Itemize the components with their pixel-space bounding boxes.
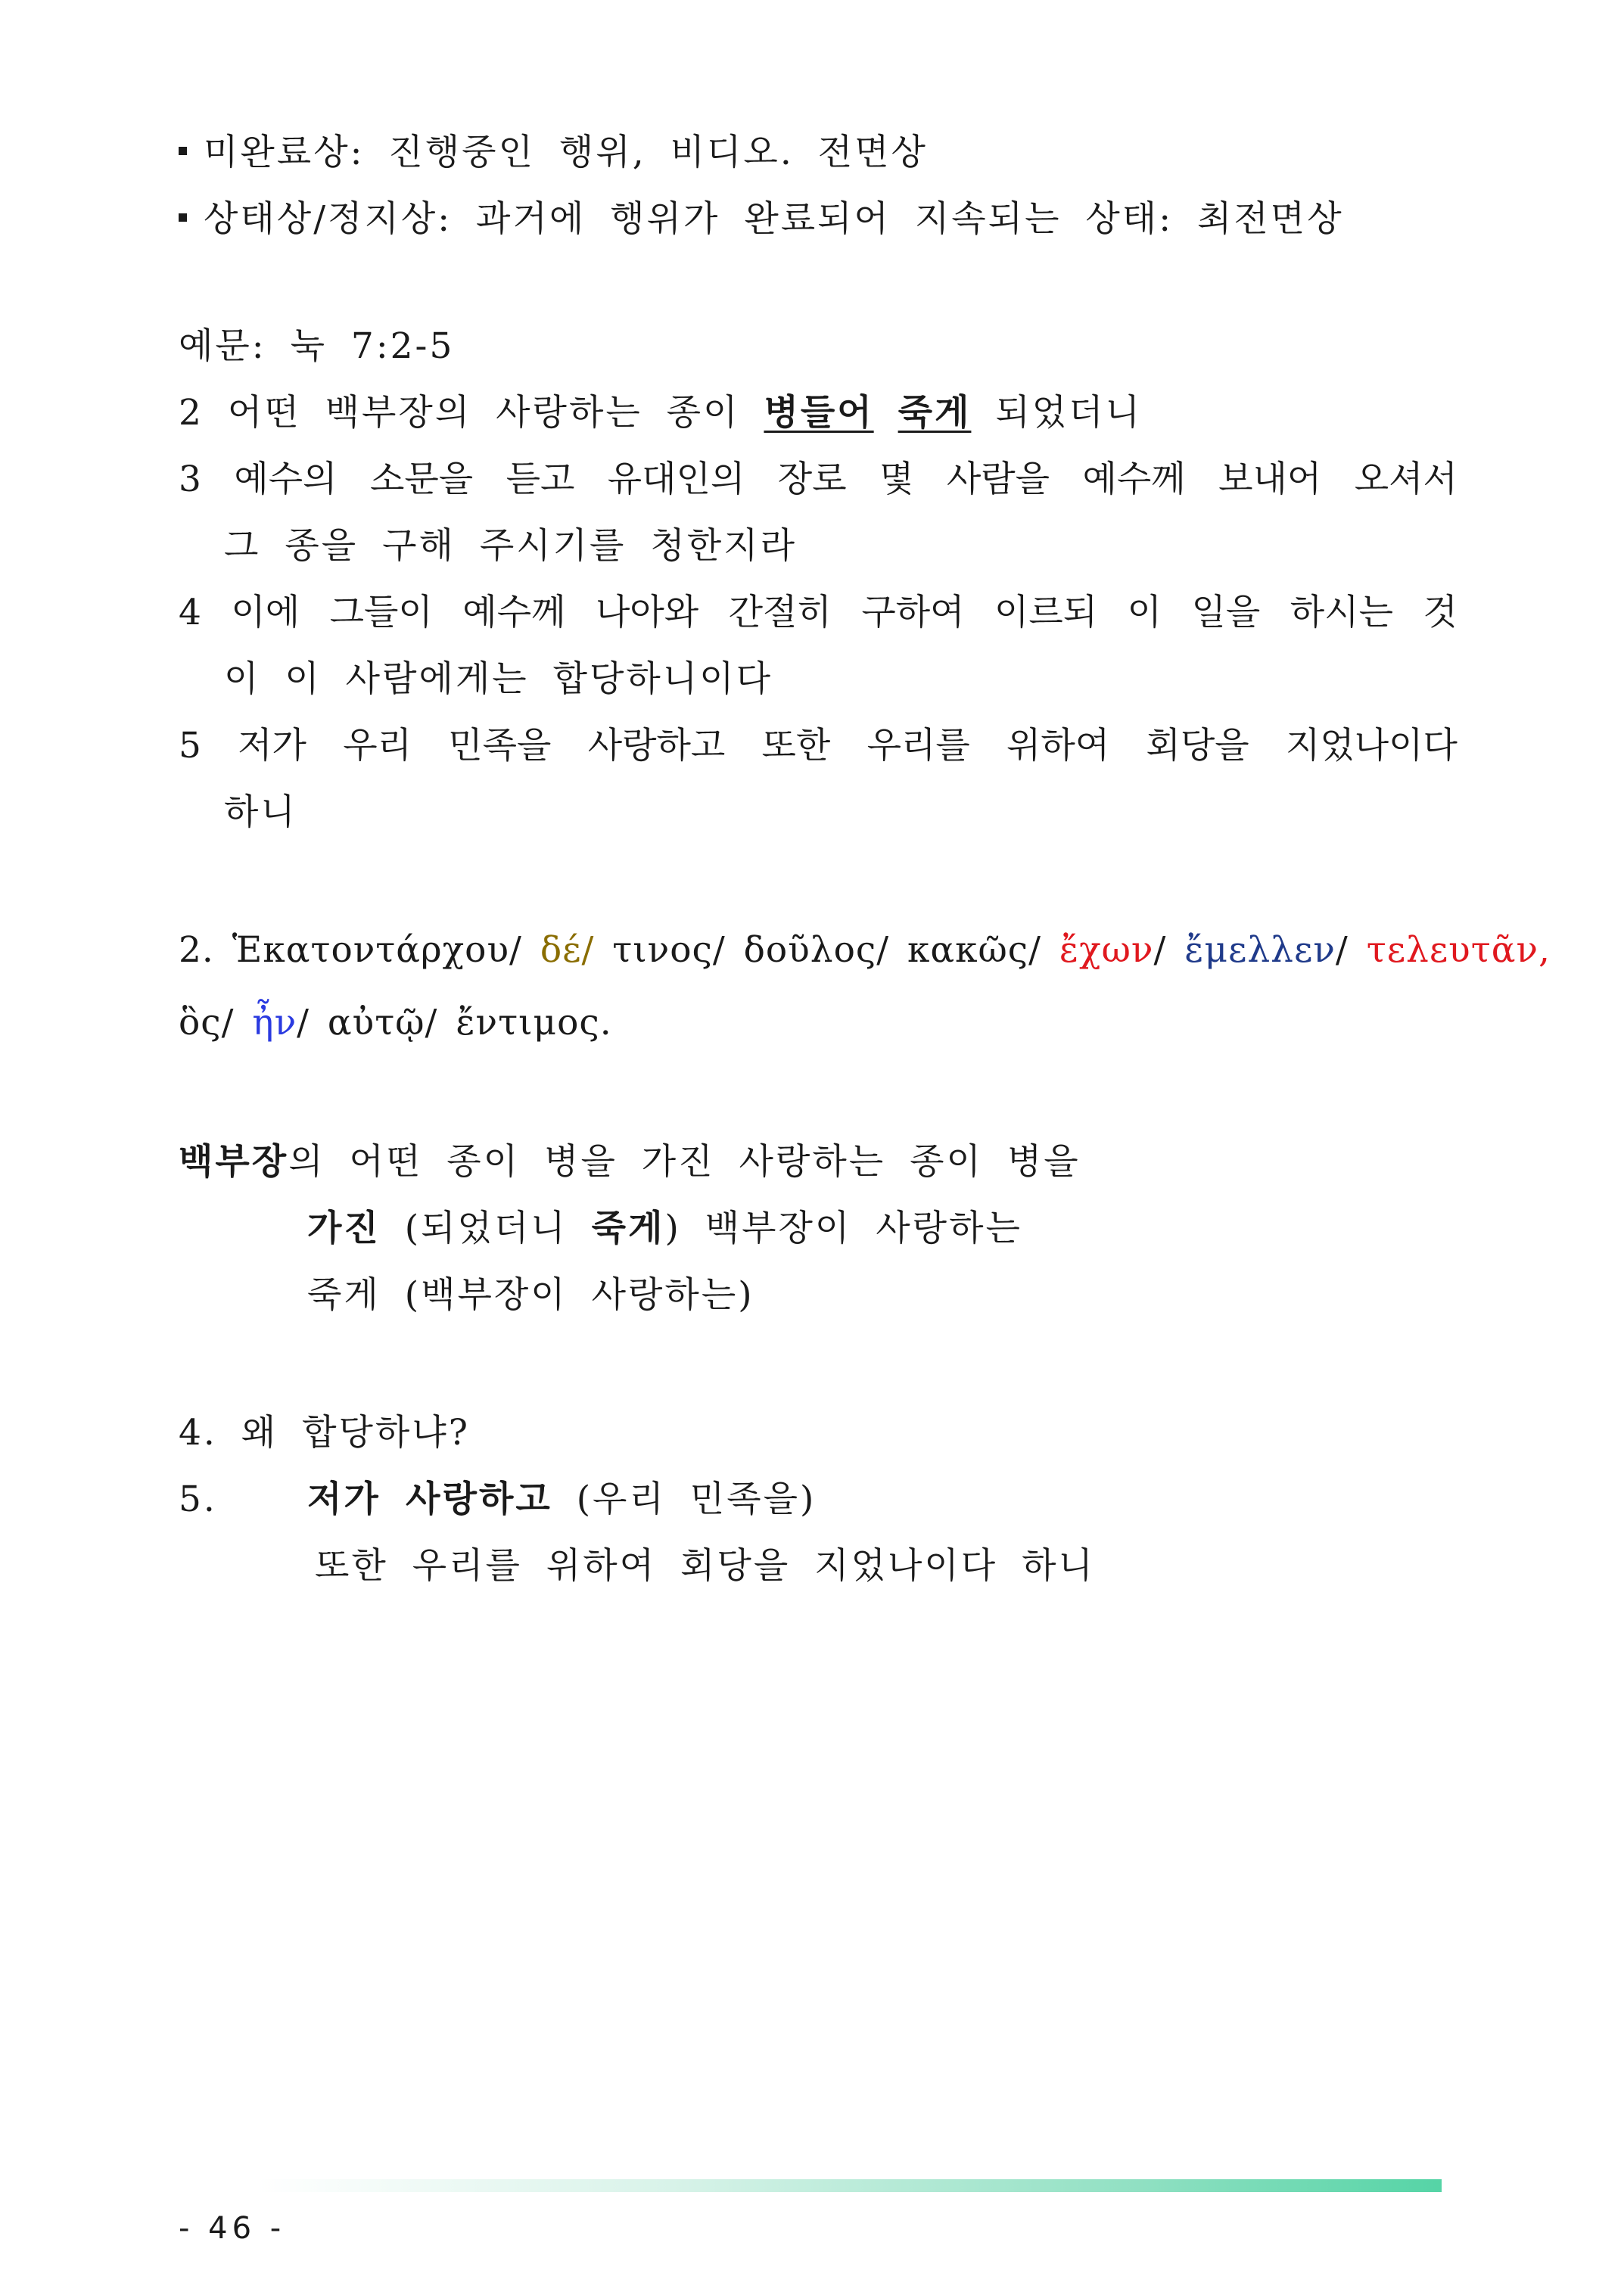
greek-de: δέ/ xyxy=(540,929,595,971)
question-5-line-1: 저가 사랑하고 (우리 민족을) xyxy=(307,1479,817,1520)
verse-2 xyxy=(179,392,1142,434)
verse-5: 5 저가 우리 민족을 사랑하고 또한 우리를 위하여 회당을 지었나이다 xyxy=(179,725,1458,767)
greek-line-1: 2. Ἑκατοντάρχου/ δέ/ τινος/ δοῦλος/ κακῶς/ ἔχων/ ἔμελλεν/ τελευτᾶν, xyxy=(179,929,1551,971)
verse-4: 4 이에 그들이 예수께 나아와 간절히 구하여 이르되 이 일을 하시는 것 xyxy=(179,592,1458,633)
greek-en: ἦν xyxy=(252,1002,297,1043)
verse-2-underlined-die: 죽게 xyxy=(898,392,972,434)
verse-2-post: 되었더니 xyxy=(971,392,1142,434)
question-4: 4. 왜 합당하냐? xyxy=(179,1412,470,1454)
example-heading: 예문: 눅 7:2-5 xyxy=(179,325,455,367)
greek-teleutan: τελευτᾶν, xyxy=(1366,929,1551,971)
analysis-line-3: 죽게 (백부장이 사랑하는) xyxy=(307,1274,754,1316)
greek-emellen: ἔμελλεν xyxy=(1184,929,1336,971)
greek-line-2: ὃς/ ἦν/ αὐτῷ/ ἔντιμος. xyxy=(179,1002,612,1043)
greek-echon: ἔχων xyxy=(1059,929,1154,971)
verse-3: 3 예수의 소문을 듣고 유대인의 장로 몇 사람을 예수께 보내어 오셔서 xyxy=(179,459,1458,500)
bullet-item-stative xyxy=(179,198,1344,240)
question-5-number: 5. xyxy=(179,1479,217,1520)
analysis-line-2: 가진 (되었더니 죽게) 백부장이 사랑하는 xyxy=(307,1208,1022,1249)
analysis-bold-centurion: 백부장 xyxy=(179,1141,289,1183)
footer-gradient-bar xyxy=(257,2179,1442,2192)
page-number: - 46 - xyxy=(179,2211,286,2246)
question-5-line-2: 또한 우리를 위하여 회당을 지었나이다 하니 xyxy=(315,1545,1095,1587)
bullet-text: 상태상/정지상: 과거에 행위가 완료되어 지속되는 상태: 최전면상 xyxy=(204,198,1344,240)
verse-3-continuation: 그 종을 구해 주시기를 청한지라 xyxy=(224,525,797,567)
verse-2-underlined-sick: 병들어 xyxy=(764,392,874,434)
analysis-line-1: 백부장의 어떤 종이 병을 가진 사랑하는 종이 병을 xyxy=(179,1141,1081,1183)
verse-5-continuation: 하니 xyxy=(224,791,297,833)
verse-2-pre: 2 어떤 백부장의 사랑하는 종이 xyxy=(179,392,764,434)
bullet-text: 미완료상: 진행중인 행위, 비디오. 전면상 xyxy=(204,132,928,173)
bullet-item-imperfective xyxy=(179,132,928,173)
bullet-square-icon xyxy=(179,147,187,155)
bullet-square-icon xyxy=(179,213,187,222)
verse-4-continuation: 이 이 사람에게는 합당하니이다 xyxy=(224,658,773,700)
